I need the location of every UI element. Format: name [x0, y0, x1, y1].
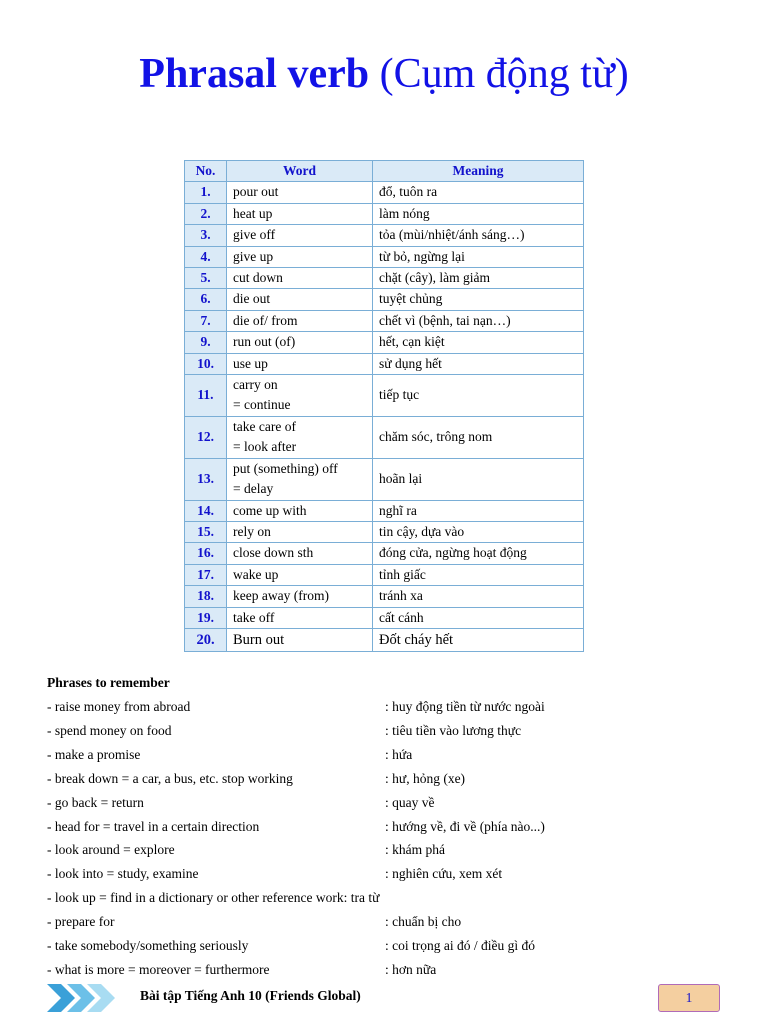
phrase-item	[47, 697, 747, 717]
table-row	[185, 543, 584, 564]
row-meaning: hết, cạn kiệt	[373, 332, 584, 353]
row-number: 7.	[185, 310, 227, 331]
row-word: die out	[227, 289, 373, 310]
table-row	[185, 375, 584, 417]
row-word: give off	[227, 225, 373, 246]
row-meaning: tin cậy, dựa vào	[373, 521, 584, 542]
row-word: keep away (from)	[227, 586, 373, 607]
row-meaning: sử dụng hết	[373, 353, 584, 374]
row-number: 4.	[185, 246, 227, 267]
page-number-badge: 1	[658, 984, 720, 1012]
row-number: 6.	[185, 289, 227, 310]
row-word-line2: = continue	[233, 397, 291, 413]
row-number: 5.	[185, 268, 227, 289]
row-word: close down sth	[227, 543, 373, 564]
phrase-vietnamese: : hứa	[385, 746, 413, 762]
phrase-item	[47, 793, 747, 813]
table-row	[185, 458, 584, 500]
row-word: give up	[227, 246, 373, 267]
phrase-english: - look up = find in a dictionary or other reference work	[47, 890, 344, 906]
table-row	[185, 225, 584, 246]
row-number: 14.	[185, 500, 227, 521]
table-row	[185, 246, 584, 267]
row-word: wake up	[227, 564, 373, 585]
row-number: 3.	[185, 225, 227, 246]
row-word: pour out	[227, 182, 373, 203]
row-meaning: chết vì (bệnh, tai nạn…)	[373, 310, 584, 331]
phrase-english: - go back = return	[47, 794, 144, 810]
row-number: 17.	[185, 564, 227, 585]
row-word: rely on	[227, 521, 373, 542]
page-title	[0, 44, 768, 104]
header-no: No.	[185, 161, 227, 182]
row-meaning: tỉnh giấc	[373, 564, 584, 585]
phrase-item	[47, 840, 747, 860]
phrase-english: - what is more = moreover = furthermore	[47, 961, 270, 977]
phrases-title: Phrases to remember	[47, 675, 170, 690]
phrase-english: - spend money on food	[47, 722, 172, 738]
row-meaning: từ bỏ, ngừng lại	[373, 246, 584, 267]
row-number: 1.	[185, 182, 227, 203]
row-meaning: tuyệt chủng	[373, 289, 584, 310]
header-word: Word	[227, 161, 373, 182]
row-word	[227, 458, 373, 500]
row-word: take off	[227, 607, 373, 628]
table-row	[185, 353, 584, 374]
phrase-vietnamese: : coi trọng ai đó / điều gì đó	[385, 938, 535, 953]
phrase-vietnamese: : hướng về, đi về (phía nào...)	[385, 818, 545, 834]
phrase-vietnamese: : tra từ	[343, 890, 380, 906]
phrase-vietnamese: : nghiên cứu, xem xét	[385, 866, 503, 882]
table-row	[185, 416, 584, 458]
phrase-item	[47, 721, 747, 741]
footer-book-title: Bài tập Tiếng Anh 10 (Friends Global)	[140, 988, 361, 1003]
footer-arrows-icon	[47, 984, 127, 1017]
phrase-english: - take somebody/something seriously	[47, 938, 249, 953]
row-number: 10.	[185, 353, 227, 374]
phrase-vietnamese: : hơn nữa	[385, 961, 437, 977]
row-meaning: đóng cửa, ngừng hoạt động	[373, 543, 584, 564]
row-number: 11.	[185, 375, 227, 417]
header-meaning: Meaning	[373, 161, 584, 182]
row-word	[227, 375, 373, 417]
phrase-item	[47, 817, 747, 837]
phrase-item	[47, 769, 747, 789]
phrasal-verb-table	[184, 160, 584, 652]
row-word	[227, 416, 373, 458]
table-row	[185, 521, 584, 542]
row-word: heat up	[227, 203, 373, 224]
phrase-english: - head for = travel in a certain direction	[47, 818, 260, 834]
row-meaning: Đốt cháy hết	[373, 628, 584, 651]
title-bold: Phrasal verb	[139, 51, 370, 97]
row-meaning: tỏa (mùi/nhiệt/ánh sáng…)	[373, 225, 584, 246]
table-header-row	[185, 161, 584, 182]
row-number: 20.	[185, 628, 227, 651]
row-word-line1: take care of	[233, 418, 296, 434]
row-meaning: chăm sóc, trông nom	[373, 416, 584, 458]
row-meaning: làm nóng	[373, 203, 584, 224]
table-row	[185, 182, 584, 203]
phrase-item	[47, 745, 747, 765]
table-row	[185, 203, 584, 224]
row-meaning: chặt (cây), làm giảm	[373, 268, 584, 289]
row-number: 9.	[185, 332, 227, 353]
row-number: 12.	[185, 416, 227, 458]
row-word-line2: = look after	[233, 439, 297, 455]
title-rest: (Cụm động từ)	[369, 51, 629, 97]
phrase-item	[47, 864, 747, 884]
table-body	[185, 182, 584, 652]
table-row	[185, 564, 584, 585]
table-row	[185, 628, 584, 651]
row-word-line1: put (something) off	[233, 460, 338, 476]
row-number: 2.	[185, 203, 227, 224]
phrase-vietnamese: : tiêu tiền vào lương thực	[385, 722, 522, 738]
row-meaning: hoãn lại	[373, 458, 584, 500]
phrase-vietnamese: : chuẩn bị cho	[385, 914, 462, 930]
row-word: Burn out	[227, 628, 373, 651]
row-meaning: đổ, tuôn ra	[373, 182, 584, 203]
table-row	[185, 268, 584, 289]
row-number: 13.	[185, 458, 227, 500]
table-row	[185, 607, 584, 628]
row-word: run out (of)	[227, 332, 373, 353]
row-meaning: nghĩ ra	[373, 500, 584, 521]
row-word: come up with	[227, 500, 373, 521]
phrase-english: - break down = a car, a bus, etc. stop working	[47, 770, 293, 786]
row-word: die of/ from	[227, 310, 373, 331]
table-row	[185, 332, 584, 353]
table-row	[185, 586, 584, 607]
phrase-english: - look around = explore	[47, 842, 175, 858]
table-row	[185, 310, 584, 331]
phrase-vietnamese: : hư, hỏng (xe)	[385, 770, 466, 786]
phrase-english: - make a promise	[47, 746, 141, 762]
row-meaning: tiếp tục	[373, 375, 584, 417]
row-word-line2: = delay	[233, 481, 274, 497]
phrase-item	[47, 936, 747, 956]
row-word: use up	[227, 353, 373, 374]
phrase-item	[47, 888, 747, 908]
row-word-line1: carry on	[233, 377, 278, 393]
row-number: 18.	[185, 586, 227, 607]
phrase-vietnamese: : khám phá	[385, 842, 445, 858]
phrase-english: - raise money from abroad	[47, 699, 191, 714]
phrase-item	[47, 960, 747, 980]
phrase-english: - prepare for	[47, 914, 115, 930]
phrase-vietnamese: : quay về	[385, 794, 435, 810]
table-row	[185, 500, 584, 521]
row-number: 16.	[185, 543, 227, 564]
row-meaning: tránh xa	[373, 586, 584, 607]
row-number: 19.	[185, 607, 227, 628]
row-number: 15.	[185, 521, 227, 542]
phrase-vietnamese: : huy động tiền từ nước ngoài	[385, 699, 545, 714]
table-row	[185, 289, 584, 310]
row-word: cut down	[227, 268, 373, 289]
row-meaning: cất cánh	[373, 607, 584, 628]
phrase-item	[47, 912, 747, 932]
phrase-english: - look into = study, examine	[47, 866, 199, 882]
